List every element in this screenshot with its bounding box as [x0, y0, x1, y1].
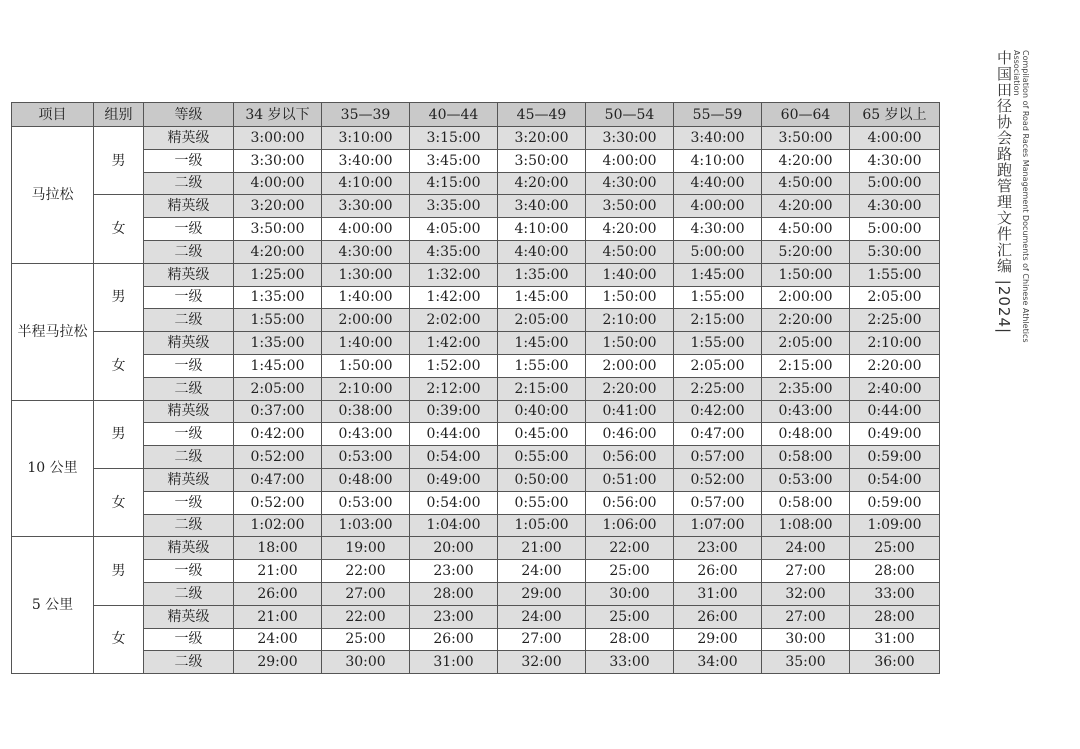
gender-group-cell: 男 [94, 263, 144, 331]
header-age-4: 45—49 [498, 103, 586, 127]
time-cell: 30:00 [586, 582, 674, 605]
table-row [12, 240, 940, 263]
time-cell: 5:00:00 [850, 172, 940, 195]
time-cell: 2:05:00 [234, 377, 322, 400]
time-cell: 30:00 [762, 628, 850, 651]
table-row [12, 491, 940, 514]
time-cell: 4:30:00 [850, 195, 940, 218]
time-cell: 0:49:00 [850, 423, 940, 446]
time-cell: 3:15:00 [410, 127, 498, 150]
time-cell: 3:45:00 [410, 149, 498, 172]
time-cell: 21:00 [498, 537, 586, 560]
time-cell: 20:00 [410, 537, 498, 560]
table-row [12, 309, 940, 332]
time-cell: 35:00 [762, 651, 850, 674]
time-cell: 3:40:00 [322, 149, 410, 172]
time-cell: 3:50:00 [234, 218, 322, 241]
time-cell: 32:00 [498, 651, 586, 674]
time-cell: 2:05:00 [674, 354, 762, 377]
header-age-2: 35—39 [322, 103, 410, 127]
time-cell: 4:35:00 [410, 240, 498, 263]
time-cell: 4:00:00 [586, 149, 674, 172]
time-cell: 0:58:00 [762, 491, 850, 514]
level-cell: 精英级 [144, 468, 234, 491]
time-cell: 0:39:00 [410, 400, 498, 423]
time-cell: 0:59:00 [850, 446, 940, 469]
time-cell: 1:45:00 [498, 286, 586, 309]
table-row [12, 400, 940, 423]
time-cell: 3:50:00 [586, 195, 674, 218]
time-cell: 1:25:00 [234, 263, 322, 286]
time-cell: 4:30:00 [674, 218, 762, 241]
time-cell: 4:50:00 [762, 172, 850, 195]
time-cell: 26:00 [674, 605, 762, 628]
time-cell: 0:43:00 [762, 400, 850, 423]
time-cell: 1:52:00 [410, 354, 498, 377]
time-cell: 32:00 [762, 582, 850, 605]
header-row [12, 103, 940, 127]
time-cell: 0:53:00 [762, 468, 850, 491]
level-cell: 一级 [144, 560, 234, 583]
time-cell: 2:00:00 [586, 354, 674, 377]
time-cell: 1:06:00 [586, 514, 674, 537]
time-cell: 4:05:00 [410, 218, 498, 241]
header-age-8: 65 岁以上 [850, 103, 940, 127]
level-cell: 二级 [144, 514, 234, 537]
time-cell: 5:20:00 [762, 240, 850, 263]
header-level: 等级 [144, 103, 234, 127]
time-cell: 0:56:00 [586, 491, 674, 514]
time-cell: 5:00:00 [674, 240, 762, 263]
time-cell: 1:50:00 [586, 286, 674, 309]
time-cell: 24:00 [762, 537, 850, 560]
book-title: 中国田径协会路跑管理文件汇编 |2024| [995, 50, 1013, 335]
event-name-cell: 10 公里 [12, 400, 94, 537]
time-cell: 2:00:00 [322, 309, 410, 332]
time-cell: 3:10:00 [322, 127, 410, 150]
time-cell: 4:20:00 [762, 195, 850, 218]
time-cell: 31:00 [674, 582, 762, 605]
time-cell: 5:00:00 [850, 218, 940, 241]
time-cell: 3:20:00 [234, 195, 322, 218]
time-cell: 2:05:00 [850, 286, 940, 309]
time-cell: 4:00:00 [674, 195, 762, 218]
time-cell: 0:38:00 [322, 400, 410, 423]
time-cell: 27:00 [762, 560, 850, 583]
time-cell: 3:50:00 [762, 127, 850, 150]
table-row [12, 651, 940, 674]
header-age-7: 60—64 [762, 103, 850, 127]
time-cell: 0:41:00 [586, 400, 674, 423]
time-cell: 29:00 [674, 628, 762, 651]
level-cell: 二级 [144, 651, 234, 674]
time-cell: 27:00 [762, 605, 850, 628]
time-cell: 0:50:00 [498, 468, 586, 491]
table-row [12, 218, 940, 241]
level-cell: 精英级 [144, 263, 234, 286]
time-cell: 36:00 [850, 651, 940, 674]
time-cell: 27:00 [322, 582, 410, 605]
time-cell: 0:49:00 [410, 468, 498, 491]
time-cell: 4:20:00 [234, 240, 322, 263]
time-cell: 5:30:00 [850, 240, 940, 263]
level-cell: 一级 [144, 286, 234, 309]
time-cell: 2:15:00 [762, 354, 850, 377]
table-row [12, 605, 940, 628]
time-cell: 2:40:00 [850, 377, 940, 400]
time-cell: 33:00 [586, 651, 674, 674]
level-cell: 一级 [144, 491, 234, 514]
time-cell: 33:00 [850, 582, 940, 605]
time-cell: 1:50:00 [322, 354, 410, 377]
time-cell: 4:40:00 [498, 240, 586, 263]
level-cell: 一级 [144, 354, 234, 377]
time-cell: 2:10:00 [586, 309, 674, 332]
event-name-cell: 5 公里 [12, 537, 94, 674]
time-cell: 0:54:00 [850, 468, 940, 491]
time-cell: 24:00 [234, 628, 322, 651]
time-cell: 4:10:00 [674, 149, 762, 172]
time-cell: 21:00 [234, 605, 322, 628]
level-cell: 一级 [144, 218, 234, 241]
time-cell: 24:00 [498, 560, 586, 583]
time-cell: 3:40:00 [674, 127, 762, 150]
table-row [12, 127, 940, 150]
time-cell: 0:58:00 [762, 446, 850, 469]
time-cell: 0:44:00 [850, 400, 940, 423]
time-cell: 0:57:00 [674, 491, 762, 514]
level-cell: 一级 [144, 423, 234, 446]
level-cell: 精英级 [144, 400, 234, 423]
time-cell: 0:48:00 [322, 468, 410, 491]
time-cell: 2:10:00 [850, 332, 940, 355]
level-cell: 一级 [144, 628, 234, 651]
time-cell: 4:50:00 [586, 240, 674, 263]
level-cell: 精英级 [144, 195, 234, 218]
time-cell: 34:00 [674, 651, 762, 674]
time-cell: 4:10:00 [322, 172, 410, 195]
time-cell: 0:55:00 [498, 491, 586, 514]
level-cell: 精英级 [144, 537, 234, 560]
time-cell: 23:00 [410, 605, 498, 628]
time-cell: 0:55:00 [498, 446, 586, 469]
gender-group-cell: 男 [94, 127, 144, 195]
time-cell: 4:20:00 [762, 149, 850, 172]
time-cell: 1:40:00 [322, 286, 410, 309]
time-cell: 25:00 [322, 628, 410, 651]
table-row [12, 377, 940, 400]
table-row [12, 514, 940, 537]
book-subtitle: Compilation of Road Races Management Documents of Chinese Athletics Association [1012, 50, 1030, 343]
side-caption [990, 50, 1030, 380]
time-cell: 28:00 [410, 582, 498, 605]
time-cell: 0:57:00 [674, 446, 762, 469]
gender-group-cell: 女 [94, 195, 144, 263]
time-cell: 30:00 [322, 651, 410, 674]
time-cell: 1:32:00 [410, 263, 498, 286]
time-cell: 3:30:00 [322, 195, 410, 218]
time-cell: 1:50:00 [586, 332, 674, 355]
time-cell: 0:48:00 [762, 423, 850, 446]
time-cell: 2:05:00 [762, 332, 850, 355]
time-cell: 2:15:00 [674, 309, 762, 332]
time-cell: 2:10:00 [322, 377, 410, 400]
time-cell: 1:55:00 [674, 286, 762, 309]
time-cell: 0:54:00 [410, 491, 498, 514]
time-cell: 0:52:00 [234, 446, 322, 469]
time-cell: 31:00 [410, 651, 498, 674]
time-cell: 2:25:00 [850, 309, 940, 332]
time-cell: 27:00 [498, 628, 586, 651]
time-cell: 3:50:00 [498, 149, 586, 172]
time-cell: 2:12:00 [410, 377, 498, 400]
time-cell: 0:47:00 [674, 423, 762, 446]
time-cell: 2:20:00 [762, 309, 850, 332]
level-cell: 精英级 [144, 605, 234, 628]
time-cell: 1:07:00 [674, 514, 762, 537]
time-cell: 0:40:00 [498, 400, 586, 423]
time-cell: 4:10:00 [498, 218, 586, 241]
time-cell: 25:00 [850, 537, 940, 560]
gender-group-cell: 女 [94, 332, 144, 400]
gender-group-cell: 男 [94, 400, 144, 468]
table-row [12, 332, 940, 355]
time-cell: 1:50:00 [762, 263, 850, 286]
time-cell: 1:42:00 [410, 332, 498, 355]
time-cell: 1:55:00 [498, 354, 586, 377]
table-row [12, 582, 940, 605]
time-cell: 3:00:00 [234, 127, 322, 150]
time-cell: 1:45:00 [674, 263, 762, 286]
time-cell: 2:25:00 [674, 377, 762, 400]
time-cell: 1:55:00 [850, 263, 940, 286]
time-cell: 31:00 [850, 628, 940, 651]
table-row [12, 286, 940, 309]
table-row [12, 195, 940, 218]
time-cell: 2:20:00 [586, 377, 674, 400]
time-cell: 0:52:00 [234, 491, 322, 514]
time-cell: 0:47:00 [234, 468, 322, 491]
time-cell: 1:42:00 [410, 286, 498, 309]
table-row [12, 628, 940, 651]
time-cell: 0:59:00 [850, 491, 940, 514]
table-body [12, 127, 940, 674]
time-cell: 0:43:00 [322, 423, 410, 446]
gender-group-cell: 女 [94, 468, 144, 536]
time-cell: 2:20:00 [850, 354, 940, 377]
table-row [12, 468, 940, 491]
time-cell: 3:40:00 [498, 195, 586, 218]
time-cell: 28:00 [850, 605, 940, 628]
time-cell: 4:00:00 [850, 127, 940, 150]
time-cell: 1:55:00 [674, 332, 762, 355]
level-cell: 一级 [144, 149, 234, 172]
time-cell: 4:30:00 [322, 240, 410, 263]
time-cell: 0:37:00 [234, 400, 322, 423]
time-cell: 0:54:00 [410, 446, 498, 469]
time-cell: 1:08:00 [762, 514, 850, 537]
time-cell: 22:00 [322, 560, 410, 583]
table-row [12, 423, 940, 446]
header-age-1: 34 岁以下 [234, 103, 322, 127]
standards-table [11, 102, 940, 674]
table-row [12, 149, 940, 172]
header-age-6: 55—59 [674, 103, 762, 127]
time-cell: 1:35:00 [234, 332, 322, 355]
time-cell: 28:00 [586, 628, 674, 651]
time-cell: 2:15:00 [498, 377, 586, 400]
time-cell: 1:03:00 [322, 514, 410, 537]
time-cell: 1:40:00 [586, 263, 674, 286]
level-cell: 精英级 [144, 127, 234, 150]
table-row [12, 263, 940, 286]
time-cell: 2:05:00 [498, 309, 586, 332]
time-cell: 1:45:00 [234, 354, 322, 377]
gender-group-cell: 女 [94, 605, 144, 673]
time-cell: 1:45:00 [498, 332, 586, 355]
time-cell: 0:52:00 [674, 468, 762, 491]
time-cell: 1:55:00 [234, 309, 322, 332]
time-cell: 1:30:00 [322, 263, 410, 286]
time-cell: 26:00 [674, 560, 762, 583]
time-cell: 18:00 [234, 537, 322, 560]
header-age-5: 50—54 [586, 103, 674, 127]
time-cell: 4:00:00 [234, 172, 322, 195]
time-cell: 0:53:00 [322, 446, 410, 469]
level-cell: 二级 [144, 309, 234, 332]
time-cell: 4:20:00 [586, 218, 674, 241]
time-cell: 3:30:00 [586, 127, 674, 150]
time-cell: 1:09:00 [850, 514, 940, 537]
time-cell: 0:42:00 [674, 400, 762, 423]
table-row [12, 560, 940, 583]
time-cell: 21:00 [234, 560, 322, 583]
time-cell: 22:00 [586, 537, 674, 560]
time-cell: 28:00 [850, 560, 940, 583]
time-cell: 0:44:00 [410, 423, 498, 446]
time-cell: 26:00 [234, 582, 322, 605]
time-cell: 24:00 [498, 605, 586, 628]
time-cell: 3:30:00 [234, 149, 322, 172]
time-cell: 3:20:00 [498, 127, 586, 150]
time-cell: 22:00 [322, 605, 410, 628]
time-cell: 0:53:00 [322, 491, 410, 514]
header-project: 项目 [12, 103, 94, 127]
table-row [12, 446, 940, 469]
time-cell: 0:51:00 [586, 468, 674, 491]
time-cell: 4:40:00 [674, 172, 762, 195]
time-cell: 1:35:00 [498, 263, 586, 286]
time-cell: 2:00:00 [762, 286, 850, 309]
gender-group-cell: 男 [94, 537, 144, 605]
time-cell: 0:45:00 [498, 423, 586, 446]
level-cell: 二级 [144, 172, 234, 195]
time-cell: 1:35:00 [234, 286, 322, 309]
time-cell: 3:35:00 [410, 195, 498, 218]
time-cell: 19:00 [322, 537, 410, 560]
time-cell: 23:00 [410, 560, 498, 583]
time-cell: 1:40:00 [322, 332, 410, 355]
table-row [12, 537, 940, 560]
table-row [12, 172, 940, 195]
time-cell: 4:30:00 [586, 172, 674, 195]
time-cell: 4:30:00 [850, 149, 940, 172]
level-cell: 二级 [144, 377, 234, 400]
table-row [12, 354, 940, 377]
level-cell: 二级 [144, 446, 234, 469]
time-cell: 2:02:00 [410, 309, 498, 332]
header-age-3: 40—44 [410, 103, 498, 127]
time-cell: 29:00 [234, 651, 322, 674]
time-cell: 0:42:00 [234, 423, 322, 446]
time-cell: 4:50:00 [762, 218, 850, 241]
time-cell: 4:15:00 [410, 172, 498, 195]
time-cell: 2:35:00 [762, 377, 850, 400]
time-cell: 0:56:00 [586, 446, 674, 469]
time-cell: 4:20:00 [498, 172, 586, 195]
time-cell: 1:05:00 [498, 514, 586, 537]
time-cell: 25:00 [586, 560, 674, 583]
time-cell: 25:00 [586, 605, 674, 628]
time-cell: 4:00:00 [322, 218, 410, 241]
event-name-cell: 马拉松 [12, 127, 94, 264]
header-group: 组别 [94, 103, 144, 127]
time-cell: 29:00 [498, 582, 586, 605]
time-cell: 0:46:00 [586, 423, 674, 446]
level-cell: 二级 [144, 240, 234, 263]
level-cell: 精英级 [144, 332, 234, 355]
time-cell: 26:00 [410, 628, 498, 651]
time-cell: 1:02:00 [234, 514, 322, 537]
time-cell: 1:04:00 [410, 514, 498, 537]
level-cell: 二级 [144, 582, 234, 605]
time-cell: 23:00 [674, 537, 762, 560]
event-name-cell: 半程马拉松 [12, 263, 94, 400]
